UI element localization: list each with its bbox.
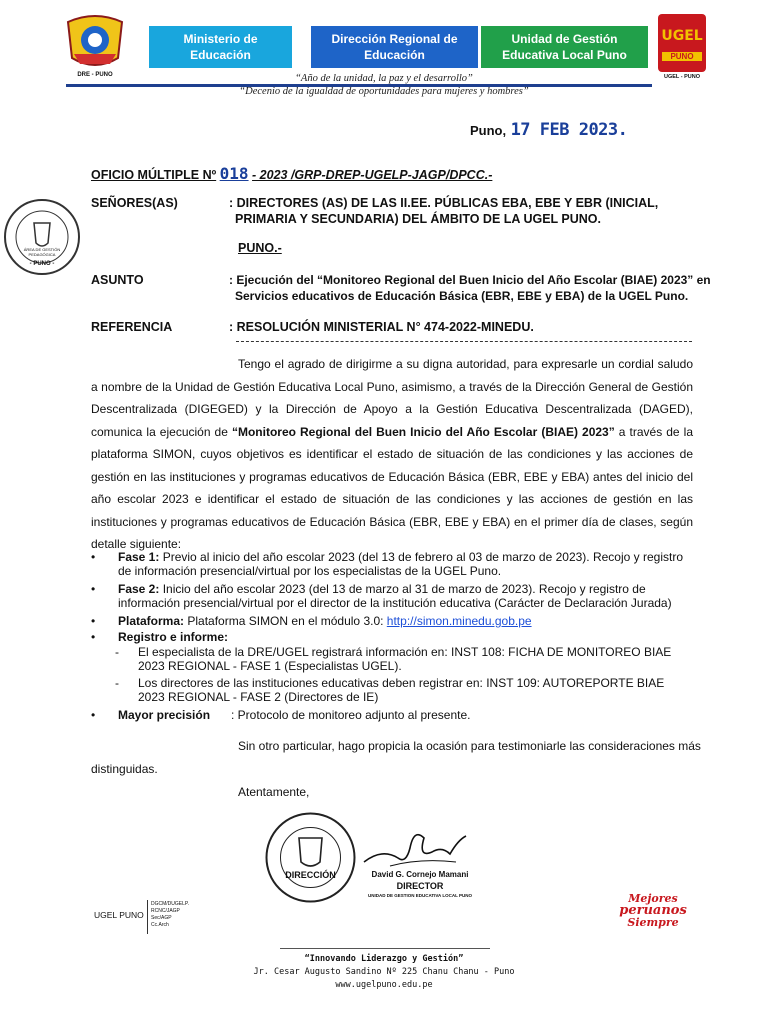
- signer-unit: UNIDAD DE GESTION EDUCATIVA LOCAL PUNO: [367, 893, 473, 898]
- signer-name: David G. Cornejo Mamani: [371, 870, 469, 879]
- dashed-separator: [236, 341, 692, 342]
- senores-label: SEÑORES(AS): [91, 196, 178, 210]
- bullet-plataforma: [91, 614, 691, 628]
- body-text-bold: “Monitoreo Regional del Buen Inicio del Año Escolar (BIAE) 2023”: [231, 424, 615, 439]
- fase2-label: Fase 2:: [118, 582, 160, 596]
- header-box-minedu: [149, 26, 292, 68]
- mayor-label: Mayor precisión: [118, 708, 211, 722]
- registro-label: Registro e informe:: [118, 630, 229, 644]
- distribution-line: Sec/AGP: [151, 915, 172, 921]
- fase1-text: Previo al inicio del año escolar 2023 (del 13 de febrero al 03 de marzo de 2023). Recojo y registro de información presencial/virtual por los especialistas de la UGEL Puno.: [118, 550, 683, 578]
- dash-glyph: -: [115, 676, 119, 690]
- bullet-glyph: •: [91, 550, 96, 564]
- body-text-a: Tengo el agrado de dirigirme a su digna autoridad, para expresarle un cordial saludo a nombre de la Unidad de Gestión Educativa Local Puno, asimismo, a través de la Dirección General de Gestión Descentralizada (DIGEGED) y la Dirección de Apoyo a la Gestión Educativa Descentralizada (DAGED), comunica la ejecución de: [91, 357, 693, 439]
- ugel-logo-sub: PUNO: [662, 52, 702, 61]
- referencia-label: REFERENCIA: [91, 320, 173, 334]
- oficio-suffix: - 2023 /GRP-DREP-UGELP-JAGP/DPCC.-: [252, 168, 493, 182]
- logo-caption: DRE - PUNO: [77, 72, 113, 78]
- fase1-label: Fase 1:: [118, 550, 160, 564]
- sub-item-2-text: Los directores de las instituciones educativas deben registrar en: INST 109: AUTOREPORTE BIAE 2023 REGIONAL - FASE 2 (Directores de IE): [138, 676, 665, 704]
- slogan-line-2: peruanos: [619, 903, 687, 918]
- oficio-number: 018: [219, 164, 249, 183]
- senores-line-2: PRIMARIA Y SECUNDARIA) DEL ÁMBITO DE LA UGEL PUNO.: [235, 212, 602, 226]
- mejores-peruanos-logo: [618, 893, 688, 929]
- atentamente: Atentamente,: [238, 785, 310, 799]
- simon-link[interactable]: http://simon.minedu.gob.pe: [386, 614, 532, 628]
- header-box-ugel: [481, 26, 648, 68]
- handwritten-signature: [360, 818, 470, 873]
- motto-line-2: “Decenio de la igualdad de oportunidades para mujeres y hombres”: [239, 86, 529, 97]
- closing-line-2: distinguidas.: [91, 762, 158, 776]
- date-stamp: 17 FEB 2023.: [510, 120, 628, 140]
- header-box-ugel-text: Unidad de Gestión Educativa Local Puno: [502, 32, 627, 62]
- slogan-line-1: Mejores: [628, 892, 678, 905]
- bullet-fase2: [91, 582, 691, 610]
- header-box-dre-text: Dirección Regional de Educación: [331, 32, 458, 62]
- distribution-org: UGEL PUNO: [94, 910, 144, 920]
- asunto-line-2: Servicios educativos de Educación Básica (EBR, EBE y EBA) de la UGEL Puno.: [235, 289, 689, 303]
- senores-city: PUNO.-: [238, 241, 282, 255]
- senores-line-1: : DIRECTORES (AS) DE LAS II.EE. PÚBLICAS EBA, EBE Y EBR (INICIAL,: [229, 196, 659, 210]
- footer-website: www.ugelpuno.edu.pe: [335, 980, 433, 990]
- header-box-minedu-text: Ministerio de Educación: [183, 32, 258, 62]
- closing-line-1: Sin otro particular, hago propicia la ocasión para testimoniarle las consideraciones más: [238, 739, 701, 753]
- dash-glyph: -: [115, 645, 119, 659]
- plataforma-label: Plataforma:: [118, 614, 185, 628]
- sub-item-2: [115, 676, 690, 704]
- oficio-prefix: OFICIO MÚLTIPLE Nº: [91, 168, 217, 182]
- distribution-line: DGCM/DUGELP.: [151, 901, 189, 907]
- director-seal: [263, 810, 358, 905]
- slogan-line-3: Siempre: [627, 916, 679, 929]
- dre-area-seal: [2, 197, 82, 277]
- seal-bottom-text: - PUNO -: [29, 261, 55, 267]
- header-box-dre: [311, 26, 478, 68]
- mayor-text: : Protocolo de monitoreo adjunto al presente.: [231, 708, 471, 722]
- seal-center-text: ÁREA DE GESTIÓN PEDAGÓGICA: [23, 247, 61, 257]
- distribution-line: Cc.Arch: [151, 922, 169, 928]
- motto-line-1: “Año de la unidad, la paz y el desarrollo”: [295, 73, 473, 84]
- oficio-line: [91, 164, 492, 183]
- bullet-fase1: [91, 550, 691, 578]
- fase2-text: Inicio del año escolar 2023 (del 13 de marzo al 31 de marzo de 2023). Recojo y registro de información presencial/virtual por el director de la institución educativa (Carácter de Declaración Jurada): [118, 582, 672, 610]
- logo-caption: UGEL - PUNO: [664, 74, 700, 80]
- footer-tagline: “Innovando Liderazgo y Gestión”: [304, 954, 464, 964]
- body-paragraph: [91, 353, 693, 556]
- referencia-value: : RESOLUCIÓN MINISTERIAL N° 474-2022-MINEDU.: [229, 320, 534, 334]
- sub-item-1: [115, 645, 690, 673]
- distribution-divider: [147, 900, 148, 934]
- plataforma-text: Plataforma SIMON en el módulo 3.0:: [184, 614, 387, 628]
- ugel-logo-text: UGEL: [661, 28, 703, 44]
- asunto-line-1: : Ejecución del “Monitoreo Regional del Buen Inicio del Año Escolar (BIAE) 2023” en: [229, 273, 711, 287]
- date-city: Puno,: [470, 123, 507, 138]
- bullet-glyph: •: [91, 614, 96, 628]
- distribution-list: [151, 901, 189, 929]
- bullet-glyph: •: [91, 582, 96, 596]
- footer-address: Jr. Cesar Augusto Sandino Nº 225 Chanu Chanu - Puno: [253, 967, 515, 977]
- distribution-line: RCNC/JAGP: [151, 908, 180, 914]
- signer-title: DIRECTOR: [396, 881, 444, 891]
- bullet-glyph: •: [91, 630, 96, 644]
- asunto-label: ASUNTO: [91, 273, 144, 287]
- body-text-b: a través de la plataforma SIMON, cuyos objetivos es identificar el estado de situación de las condiciones y las acciones de gestión en las instituciones y programas educativos de Educación Básica (EBR, EBE y EBA) antes del inicio del año escolar 2023 e identificar el estado de situación de las condiciones y las acciones de gestión en las instituciones y programas educativos de Educación Básica (EBR, EBE y EBA) en el primer día de clases, según detalle siguiente:: [91, 424, 693, 551]
- bullet-glyph: •: [91, 708, 96, 722]
- footer-rule: [280, 948, 490, 949]
- date-line: [470, 120, 627, 140]
- sub-item-1-text: El especialista de la DRE/UGEL registrará información en: INST 108: FICHA DE MONITOREO BIAE 2023 REGIONAL - FASE 1 (Especialistas UGEL).: [138, 645, 672, 673]
- bullet-registro: [91, 630, 691, 644]
- seal-label: DIRECCIÓN: [285, 870, 336, 880]
